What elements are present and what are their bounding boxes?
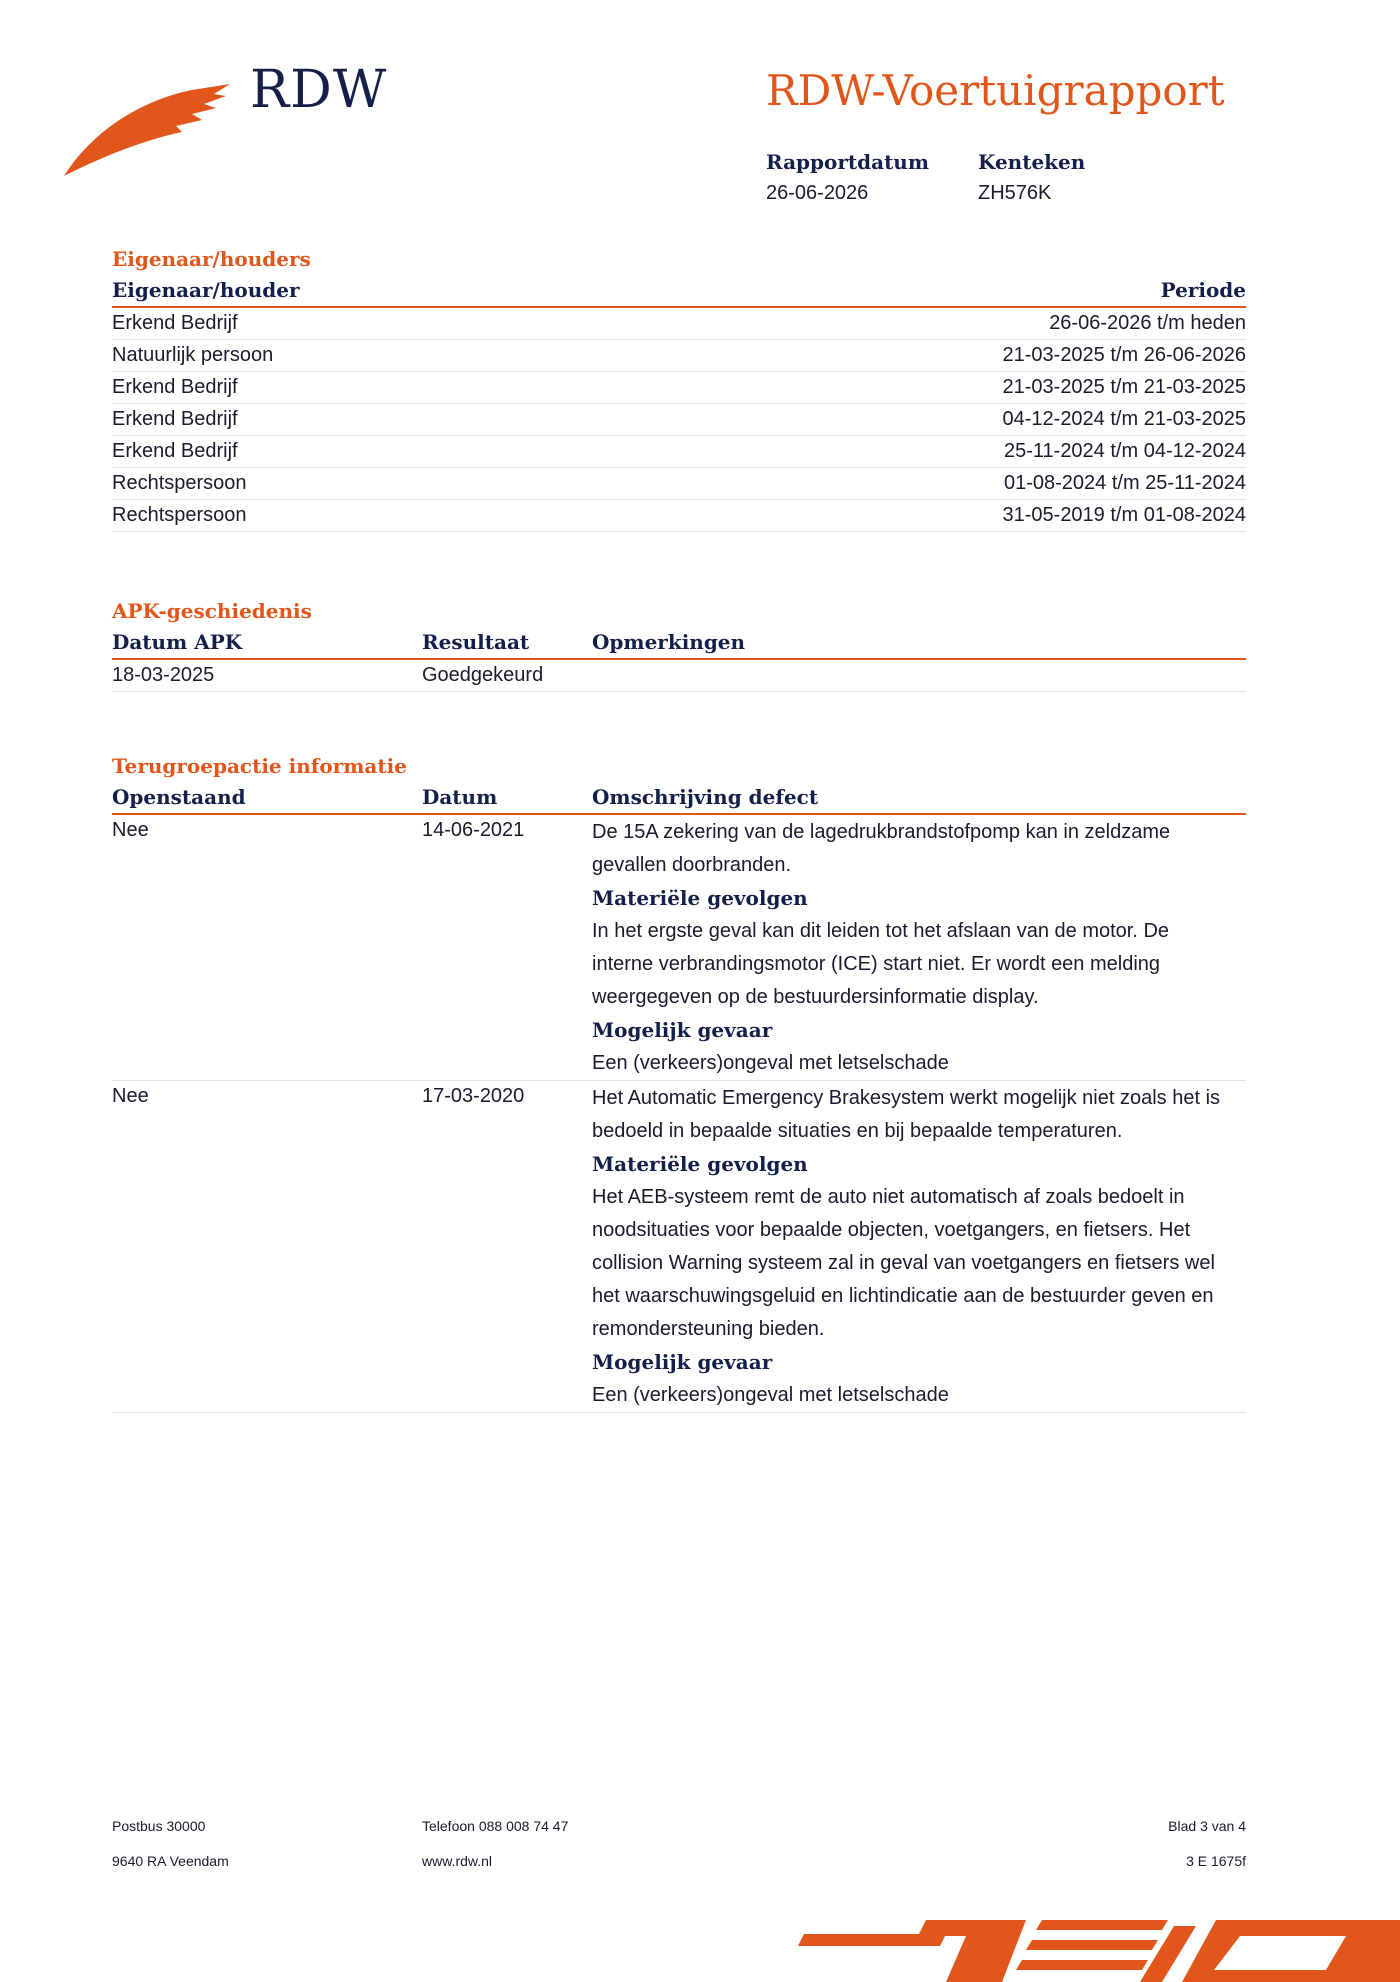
recall-description-cell [592,1081,1222,1412]
section-title: Terugroepactie informatie [112,754,407,778]
plate-label: Kenteken [978,150,1086,174]
column-header-remarks: Opmerkingen [592,630,746,654]
danger-heading: Mogelijk gevaar [592,1018,773,1042]
table-row [112,404,1246,436]
danger-text: Een (verkeers)ongeval met letselschade [592,1052,949,1074]
footer-website-link[interactable]: www.rdw.nl [422,1853,493,1869]
table-row [112,372,1246,404]
recall-date-cell: 17-03-2020 [422,1085,525,1107]
table-row [112,815,1246,1081]
consequences-text: In het ergste geval kan dit leiden tot het afslaan van de motor. De interne verbrandingsmotor (ICE) start niet. Er wordt een melding weergegeven op de bestuurdersinformatie display. [592,920,1170,1008]
recall-open-cell: Nee [112,1085,149,1107]
recall-date-cell: 14-06-2021 [422,819,525,841]
period-cell: 04-12-2024 t/m 21-03-2025 [1002,408,1246,430]
defect-text: De 15A zekering van de lagedrukbrandstofpomp kan in zeldzame gevallen doorbranden. [592,821,1171,876]
table-header [112,626,1246,660]
owner-cell: Natuurlijk persoon [112,344,274,366]
period-cell: 21-03-2025 t/m 21-03-2025 [1002,376,1246,398]
footer-page-number: Blad 3 van 4 [1168,1818,1246,1834]
owners-table-body [112,308,1246,532]
recall-table-body [112,815,1246,1413]
table-row [112,660,1246,692]
table-row [112,468,1246,500]
apk-date-cell: 18-03-2025 [112,664,215,686]
owners-section [112,244,1246,532]
consequences-text: Het AEB-systeem remt de auto niet automatisch af zoals bedoelt in noodsituaties voor bepaalde objecten, voetgangers, en fietsers. Het collision Warning systeem zal in geval van voetgangers en fietsers wel het waarschuwingsgeluid en lichtindicatie aan de bestuurder geven en remondersteuning bieden. [592,1186,1215,1340]
column-header-date: Datum APK [112,630,243,654]
column-header-open: Openstaand [112,785,246,809]
logo-text: RDW [250,60,388,120]
column-header-result: Resultaat [422,630,530,654]
recall-open-cell: Nee [112,819,149,841]
danger-text: Een (verkeers)ongeval met letselschade [592,1384,949,1406]
footer-document-code: 3 E 1675f [1186,1853,1246,1869]
owner-cell: Rechtspersoon [112,472,247,494]
footer-city: 9640 RA Veendam [112,1853,229,1869]
table-row [112,340,1246,372]
table-row [112,308,1246,340]
footer-stripes-icon [796,1906,1400,1982]
column-header-date: Datum [422,785,498,809]
apk-section [112,596,1246,692]
period-cell: 26-06-2026 t/m heden [1049,312,1246,334]
owner-cell: Erkend Bedrijf [112,376,238,398]
period-cell: 25-11-2024 t/m 04-12-2024 [1003,440,1246,462]
period-cell: 21-03-2025 t/m 26-06-2026 [1002,344,1246,366]
table-row [112,1081,1246,1413]
section-title: APK-geschiedenis [112,599,312,623]
danger-heading: Mogelijk gevaar [592,1350,773,1374]
owner-cell: Erkend Bedrijf [112,440,238,462]
rdw-logo-icon [64,84,230,176]
column-header-owner: Eigenaar/houder [112,278,300,302]
recall-section [112,751,1246,1413]
apk-result-cell: Goedgekeurd [422,664,544,686]
owner-cell: Rechtspersoon [112,504,247,526]
consequences-heading: Materiële gevolgen [592,886,808,910]
footer-postbus: Postbus 30000 [112,1818,206,1834]
column-header-period: Periode [1160,278,1246,302]
recall-description-cell [592,815,1222,1080]
footer-phone: Telefoon 088 008 74 47 [422,1818,569,1834]
consequences-heading: Materiële gevolgen [592,1152,808,1176]
column-header-description: Omschrijving defect [592,785,819,809]
table-header [112,781,1246,815]
owner-cell: Erkend Bedrijf [112,408,238,430]
report-date-label: Rapportdatum [766,150,930,174]
page-title: RDW-Voertuigrapport [766,66,1225,115]
table-row [112,436,1246,468]
defect-text: Het Automatic Emergency Brakesystem werkt mogelijk niet zoals het is bedoeld in bepaalde situaties en bij bepaalde temperaturen. [592,1087,1221,1142]
period-cell: 01-08-2024 t/m 25-11-2024 [1003,472,1246,494]
apk-table-body [112,660,1246,692]
period-cell: 31-05-2019 t/m 01-08-2024 [1002,504,1246,526]
table-header [112,274,1246,308]
owner-cell: Erkend Bedrijf [112,312,238,334]
plate-value: ZH576K [978,182,1052,204]
report-date: 26-06-2026 [766,182,869,204]
section-title: Eigenaar/houders [112,247,311,271]
table-row [112,500,1246,532]
